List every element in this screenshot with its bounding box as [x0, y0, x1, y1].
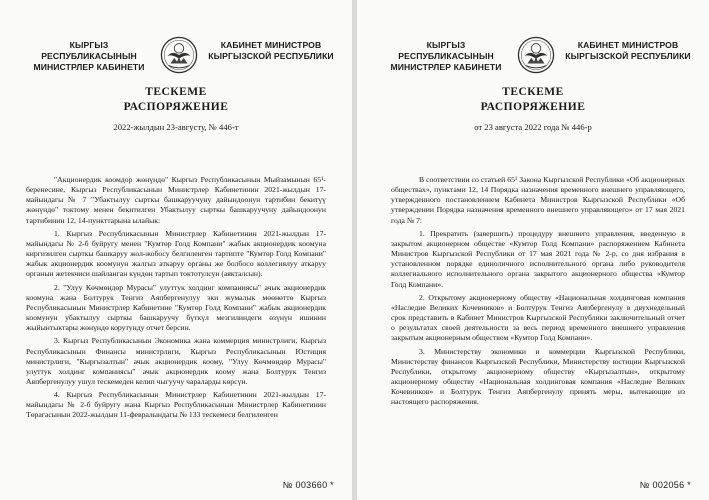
- serial-number: № 003660 *: [282, 480, 334, 490]
- letterhead: [0, 36, 352, 72]
- doc-date: 2022-жылдын 23-августу, № 446-т: [113, 122, 239, 132]
- header-issuer-russian: КАБИНЕТ МИНИСТРОВ КЫРГЫЗСКОЙ РЕСПУБЛИКИ: [565, 40, 691, 61]
- header-issuer-kyrgyz: КЫРГЫЗ РЕСПУБЛИКАСЫНЫН МИНИСТРЛЕР КАБИНЕТИ: [33, 40, 145, 72]
- body-paragraph: В соответствии со статьей 65¹ Закона Кыргызской Республики «Об акционерных обществах», пунктами 12, 14 Порядка назначения временного внешнего управляющего, утвержденного постановлением Кабинета Министров Кыргызской Республики «Об утверждении Порядка назначения временного внешнего управляющего» от 17 мая 2021 года № 7:: [391, 175, 685, 225]
- document-page-russian: [357, 0, 709, 500]
- body-paragraph: 1. Прекратить (завершить) процедуру внешнего управления, введенную в закрытом акционерном обществе «Кумтор Голд Компани» распоряжением Кабинета Министров Кыргызской Республики от 17 мая 2021 года № 2-р, со дня избрания в установленном порядке единоличного исполнительного органа либо руководителя коллегиального исполнительного органа закрытого акционерного общества «Кумтор Голд Компани».: [391, 228, 685, 289]
- letterhead: [357, 36, 709, 72]
- doc-title-kyrgyz: ТЕСКЕМЕ: [145, 86, 207, 98]
- header-issuer-russian: КАБИНЕТ МИНИСТРОВ КЫРГЫЗСКОЙ РЕСПУБЛИКИ: [208, 40, 334, 61]
- doc-body: [26, 175, 326, 424]
- doc-date: от 23 августа 2022 года № 446-р: [474, 122, 592, 132]
- body-paragraph: 1. Кыргыз Республикасынын Министрлер Кабинетинин 2021-жылдын 17-майындагы № 2-б буйругу менен "Кумтөр Голд Компани" жабык акционердик коомуна киргизилген сырткы башкаруу жол-жобосу белгиленген тартипте "Кумтөр Голд Компани" жабык акционердик коомунун жалгыз аткаруу органы же болбосо коллегиялуу аткаруу органын жетекчиси шайланган күндөн тартып токтотулсун (аякталсын).: [26, 228, 326, 279]
- body-paragraph: 3. Кыргыз Республикасынын Экономика жана коммерция министрлиги, Кыргыз Республикасынын Финансы министрлиги, Кыргыз Республикасынын Юстиция министрлиги, "Кыргызалтын" ачык акционердик коому, "Улуу Көчмөндөр Мурасы" улуттук холдинг компаниясы" ачык акционердик коому жана Болтурук Тенгиз Аяпбергенулуу ушул тескемеден келип чыгуучу чараларды көрсүн.: [26, 336, 326, 386]
- body-paragraph: "Акционердик коомдор жөнүндө" Кыргыз Республикасынын Мыйзамынын 65¹-беренесине, Кыргыз Республикасынын Министрлер Кабинетинин 2021-жылдын 17-майындагы № 7 "Убактылуу сырткы башкаруучуну дайындоонун тартибин бекитүү жөнүндө" токтому менен бекитилген Убактылуу сырткы башкаруучуну дайындоонун тартибинин 12, 14-пункттарына ылайык:: [26, 175, 326, 225]
- document-page-kyrgyz: [0, 0, 352, 500]
- state-emblem-icon: [160, 36, 198, 74]
- state-emblem-icon: [517, 36, 555, 74]
- serial-number: № 002056 *: [639, 480, 691, 490]
- header-issuer-kyrgyz: КЫРГЫЗ РЕСПУБЛИКАСЫНЫН МИНИСТРЛЕР КАБИНЕТИ: [390, 40, 502, 72]
- doc-title-russian: РАСПОРЯЖЕНИЕ: [480, 101, 586, 113]
- body-paragraph: 2. "Улуу Көчмөндөр Мурасы" улуттук холдинг компаниясы" ачык акционердик коомуна жана Болтурук Тенгиз Аяпбергенулуу эки жумалык мөөнөттө Кыргыз Республикасынын Министрлер Кабинетине "Кумтөр Голд Компани" жабык акционердик коомунун убактылуу сырткы башкаруучу бүткүл мезгилиндеги өзүнүн ишинин жыйынтыктары жөнүндө корутунду отчет берсин.: [26, 282, 326, 333]
- doc-body: [391, 175, 685, 410]
- body-paragraph: 2. Открытому акционерному обществу «Национальная холдинговая компания «Наследие Великих Кочевников» и Болтурук Тенгиз Аяпбергенулу в двухнедельный срок представить в Кабинет Министров Кыргызской Республики заключительный отчет о результатах своей деятельности за весь период временного внешнего управления закрытым акционерным обществом «Кумтор Голд Компани».: [391, 292, 685, 343]
- doc-title-russian: РАСПОРЯЖЕНИЕ: [123, 101, 229, 113]
- body-paragraph: 3. Министерству экономики и коммерции Кыргызской Республики, Министерству финансов Кыргызской Республики, Министерству юстиции Кыргызской Республики, открытому акционерному обществу «Кыргызалтын», открытому акционерному обществу «Национальная холдинговая компания «Наследие Великих Кочевников» и Болтурук Тенгиз Аяпбергенулу принять меры, вытекающие из настоящего распоряжения.: [391, 346, 685, 407]
- doc-title-kyrgyz: ТЕСКЕМЕ: [502, 86, 564, 98]
- body-paragraph: 4. Кыргыз Республикасынын Министрлер Кабинетинин 2021-жылдын 17-майындагы № 2-б буйругу жана Кыргыз Республикасынын Министрлер Кабинетинин Төрагасынын 2022-жылдын 11-февралындагы № 133 тескемеси белгиленген: [26, 390, 326, 420]
